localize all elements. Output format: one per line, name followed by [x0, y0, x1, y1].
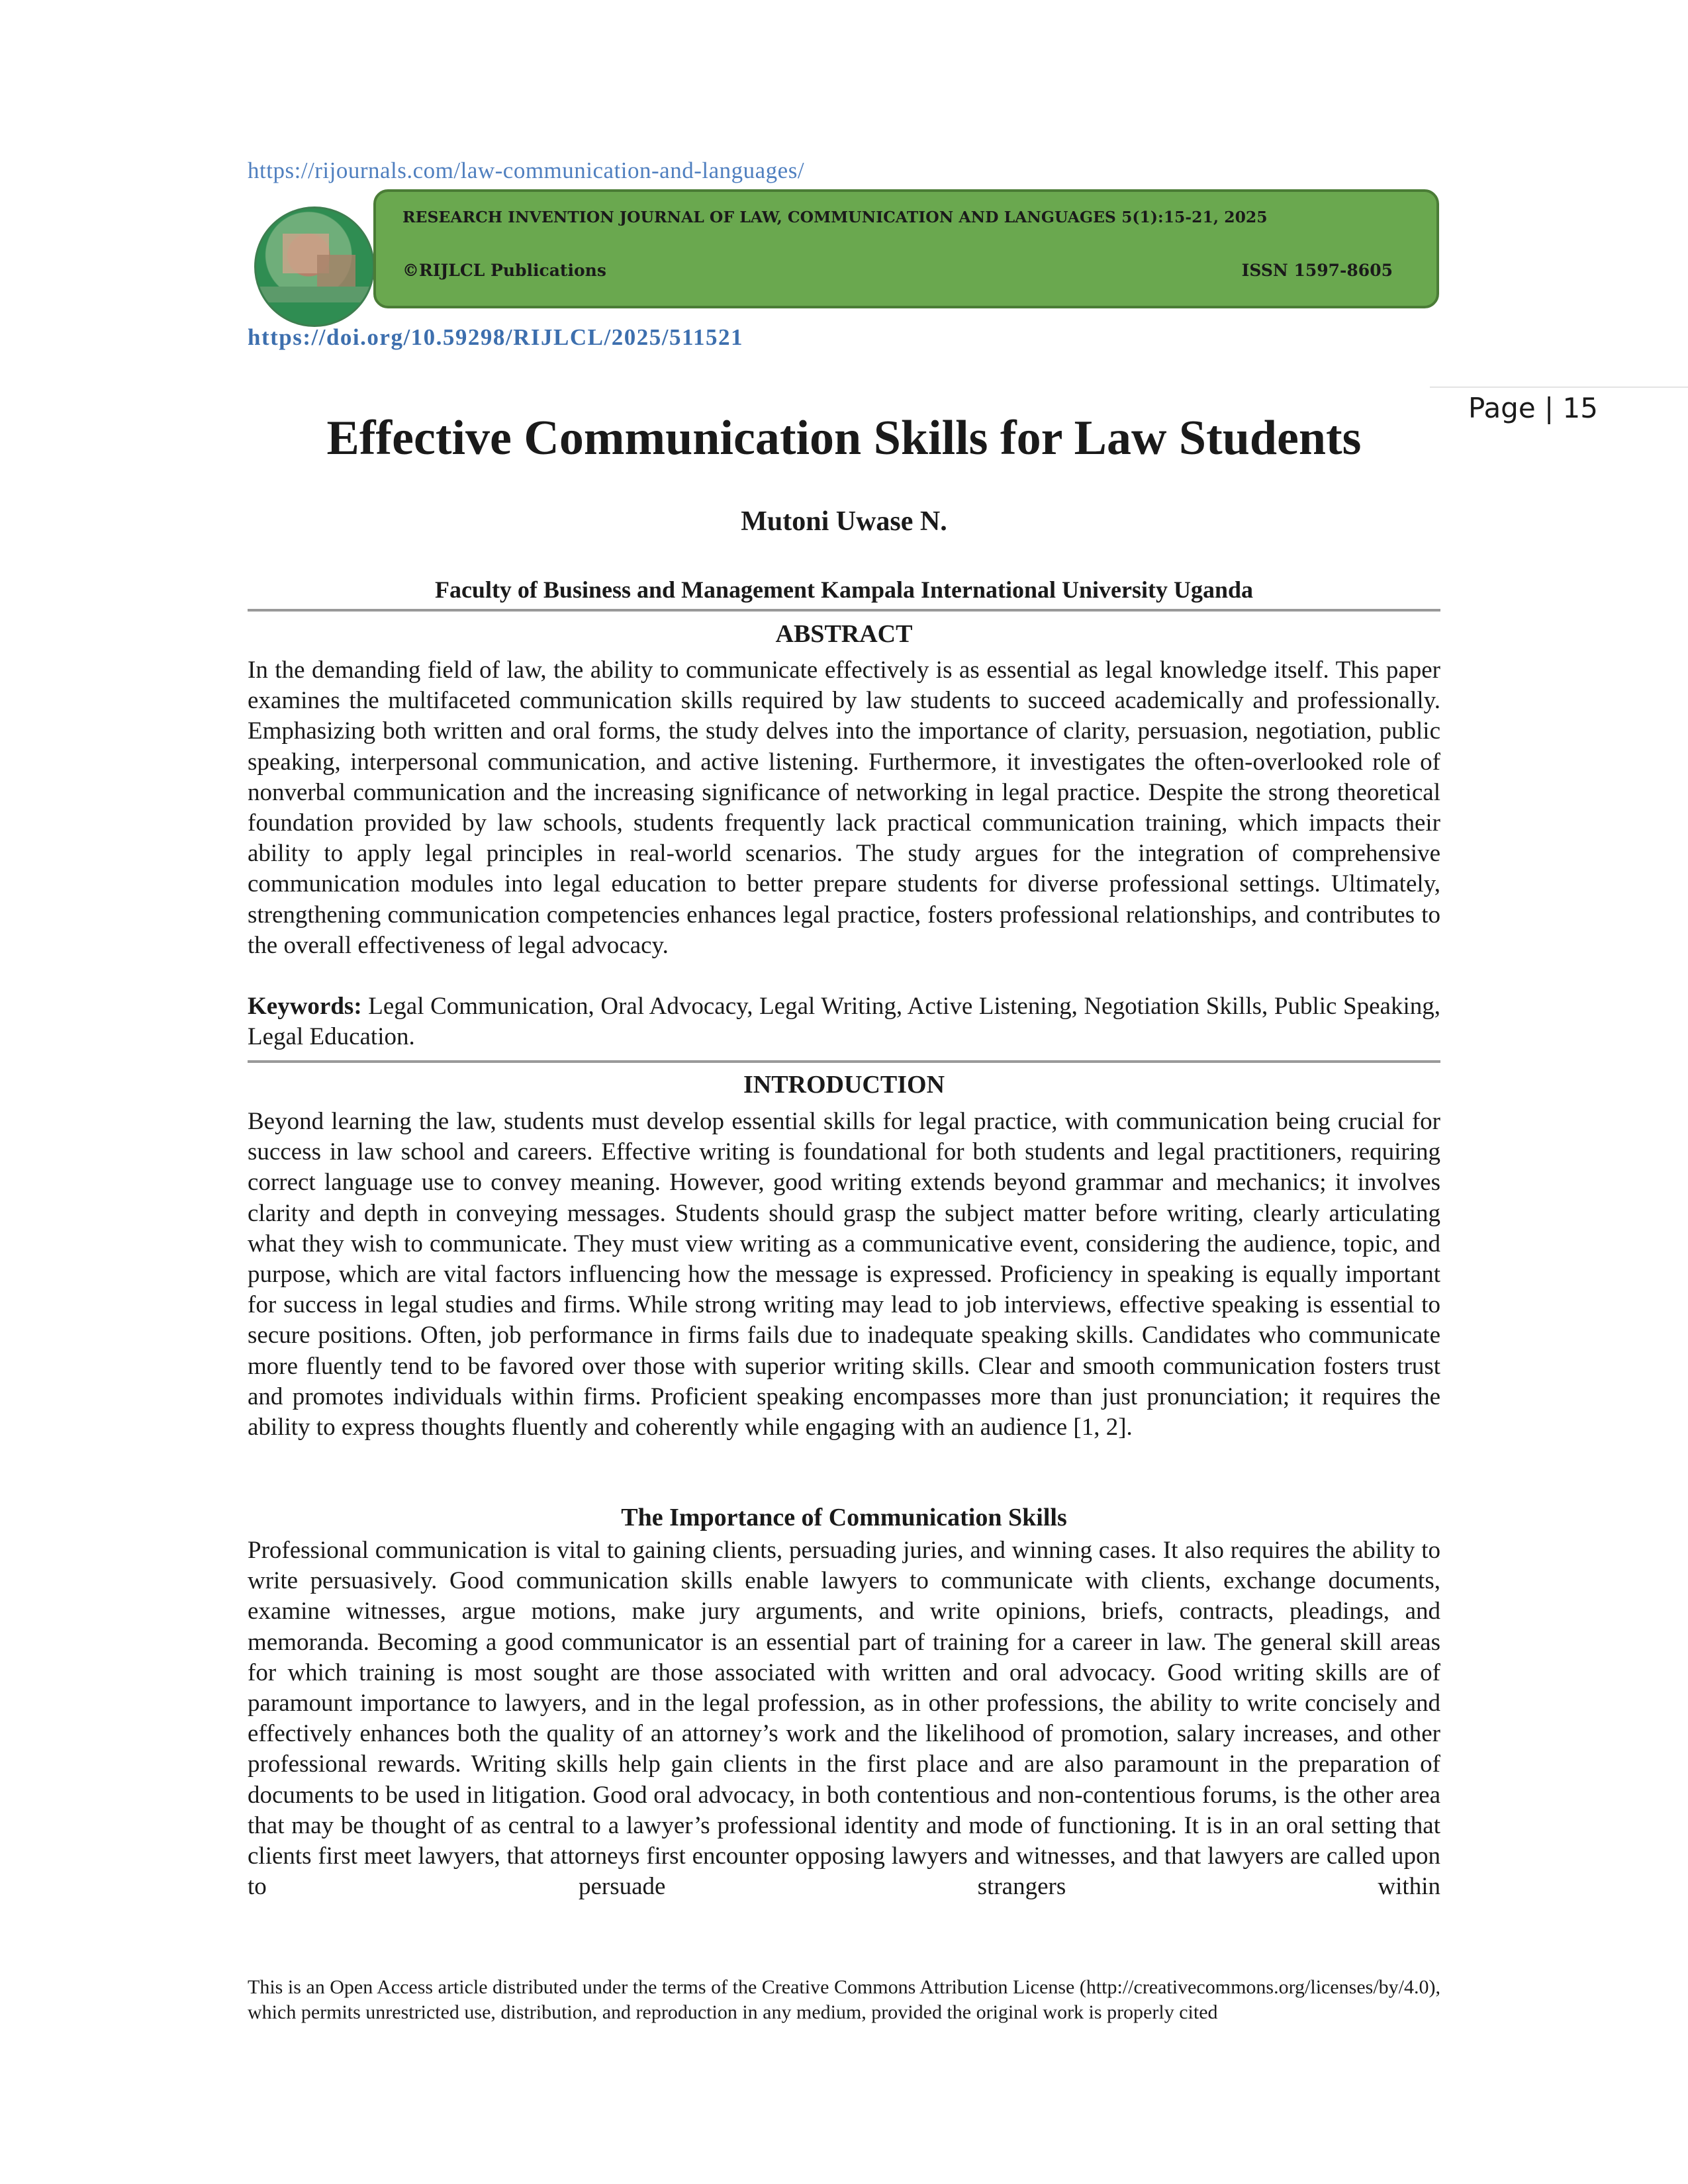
- journal-logo: [254, 206, 375, 327]
- doi-link[interactable]: https://doi.org/10.59298/RIJLCL/2025/511521: [248, 324, 744, 350]
- divider: [248, 609, 1440, 612]
- keywords-label: Keywords:: [248, 993, 362, 1020]
- abstract-heading: ABSTRACT: [775, 620, 913, 648]
- page-number-rule: [1430, 387, 1688, 388]
- introduction-text: Beyond learning the law, students must develop essential skills for legal practice, with communication being crucial for success in law school and careers. Effective writing is foundational for both students and legal practitioners, requiring correct language use to convey meaning. However, good writing extends beyond grammar and mechanics; it involves clarity and depth in conveying messages. Students should grasp the subject matter before writing, clearly articulating what they wish to communicate. They must view writing as a communicative event, considering the audience, topic, and purpose, which are vital factors influencing how the message is expressed. Proficiency in speaking is equally important for success in legal studies and firms. While strong writing may lead to job interviews, effective speaking is essential to secure positions. Often, job performance in firms fails due to inadequate speaking skills. Candidates who communicate more fluently tend to be favored over those with superior writing skills. Clear and smooth communication fosters trust and promotes individuals within firms. Proficient speaking encompasses more than just pronunciation; it requires the ability to express thoughts fluently and coherently while engaging with an audience [1, 2].: [248, 1108, 1440, 1441]
- issn-label: ISSN 1597-8605: [1241, 261, 1393, 280]
- author-name: Mutoni Uwase N.: [741, 506, 947, 537]
- introduction-heading: INTRODUCTION: [743, 1071, 945, 1099]
- publisher-label: ©RIJLCL Publications: [402, 261, 606, 280]
- keywords-text: Legal Communication, Oral Advocacy, Legal Writing, Active Listening, Negotiation Skills, Public Speaking, Legal Education.: [248, 993, 1441, 1051]
- importance-heading: The Importance of Communication Skills: [621, 1504, 1067, 1531]
- abstract-text: In the demanding field of law, the ability to communicate effectively is as essential as legal knowledge itself. This paper examines the multifaceted communication skills required by law students to succeed academically and professionally. Emphasizing both written and oral forms, the study delves into the importance of clarity, persuasion, negotiation, public speaking, interpersonal communication, and active listening. Furthermore, it investigates the often-overlooked role of nonverbal communication and the increasing significance of networking in legal practice. Despite the strong theoretical foundation provided by law schools, students frequently lack practical communication training, which impacts their ability to apply legal principles in real-world scenarios. The study argues for the integration of comprehensive communication modules into legal education to better prepare students for diverse professional settings. Ultimately, strengthening communication competencies enhances legal practice, fosters professional relationships, and contributes to the overall effectiveness of legal advocacy.: [248, 657, 1440, 959]
- journal-url-link[interactable]: https://rijournals.com/law-communication-and-languages/: [248, 158, 805, 183]
- page-number: Page | 15: [1468, 392, 1598, 424]
- journal-name: RESEARCH INVENTION JOURNAL OF LAW, COMMUNICATION AND LANGUAGES 5(1):15-21, 2025: [402, 208, 1268, 226]
- license-notice: This is an Open Access article distributed under the terms of the Creative Commons Attribution License (http://creativecommons.org/licenses/by/4.0), which permits unrestricted use, distribution, and reproduction in any medium, provided the original work is properly cited: [248, 1976, 1440, 2023]
- keywords-line: [248, 991, 1440, 1052]
- journal-banner: [373, 189, 1439, 308]
- importance-text: Professional communication is vital to gaining clients, persuading juries, and winning cases. It also requires the ability to write persuasively. Good communication skills enable lawyers to communicate with clients, exchange documents, examine witnesses, argue motions, make jury arguments, and write opinions, briefs, contracts, pleadings, and memoranda. Becoming a good communicator is an essential part of training for a career in law. The general skill areas for which training is most sought are those associated with written and oral advocacy. Good writing skills are of paramount importance to lawyers, and in the legal profession, as in other professions, the ability to write concisely and effectively enhances both the quality of an attorney’s work and the likelihood of promotion, salary increases, and other professional rewards. Writing skills help gain clients in the first place and are also paramount in the preparation of documents to be used in litigation. Good oral advocacy, in both contentious and non-contentious forums, is the other area that may be thought of as central to a lawyer’s professional identity and mode of functioning. It is in an oral setting that clients first meet lawyers, that attorneys first encounter opposing lawyers and witnesses, and that lawyers are called upon to persuade strangers within: [248, 1537, 1440, 1901]
- divider: [248, 1060, 1440, 1063]
- article-title: Effective Communication Skills for Law Students: [326, 411, 1362, 465]
- author-affiliation: Faculty of Business and Management Kampala International University Uganda: [434, 576, 1254, 603]
